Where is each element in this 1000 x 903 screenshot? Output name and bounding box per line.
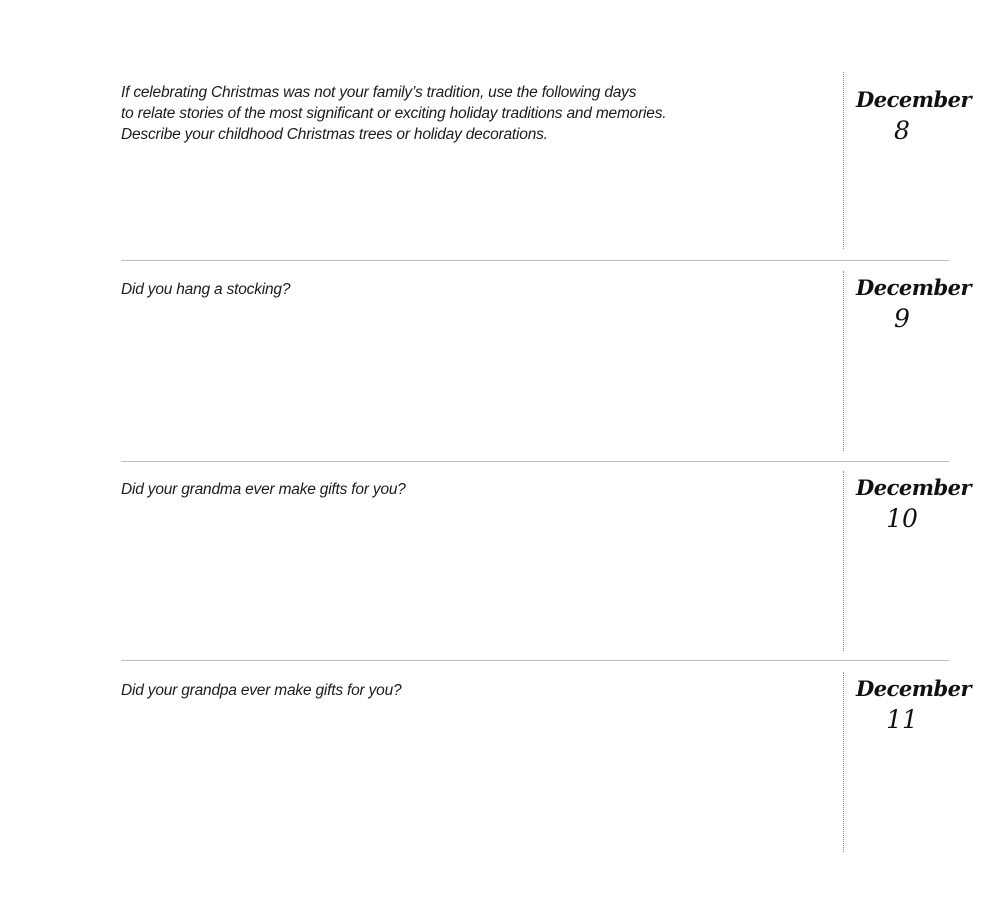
date-month: December (856, 676, 972, 701)
date-label (856, 275, 972, 336)
entry-prompt (121, 479, 821, 500)
journal-entry (121, 82, 972, 250)
date-month: December (856, 87, 972, 112)
dotted-divider (843, 72, 844, 249)
date-day: 8 (894, 116, 910, 145)
entry-prompt (121, 82, 821, 145)
entry-prompt (121, 680, 821, 701)
prompt-line: Did your grandma ever make gifts for you? (121, 481, 406, 498)
prompt-line: Did you hang a stocking? (121, 281, 291, 298)
journal-entry (121, 275, 972, 451)
entry-separator (121, 260, 949, 261)
dotted-divider (843, 471, 844, 651)
journal-entry (121, 676, 972, 852)
date-month: December (856, 275, 972, 300)
prompt-line: to relate stories of the most significant or exciting holiday traditions and memories. (121, 105, 667, 122)
date-day: 11 (886, 705, 918, 734)
date-label (856, 475, 972, 536)
date-label (856, 676, 972, 737)
date-label (856, 87, 972, 148)
dotted-divider (843, 672, 844, 852)
prompt-line: If celebrating Christmas was not your family’s tradition, use the following days (121, 84, 637, 101)
date-day: 9 (894, 304, 910, 333)
date-month: December (856, 475, 972, 500)
entry-separator (121, 461, 949, 462)
date-day: 10 (886, 504, 918, 533)
prompt-line: Describe your childhood Christmas trees or holiday decorations. (121, 126, 548, 143)
journal-entry (121, 475, 972, 651)
dotted-divider (843, 271, 844, 451)
prompt-line: Did your grandpa ever make gifts for you? (121, 682, 402, 699)
entry-separator (121, 660, 949, 661)
entry-prompt (121, 279, 821, 300)
